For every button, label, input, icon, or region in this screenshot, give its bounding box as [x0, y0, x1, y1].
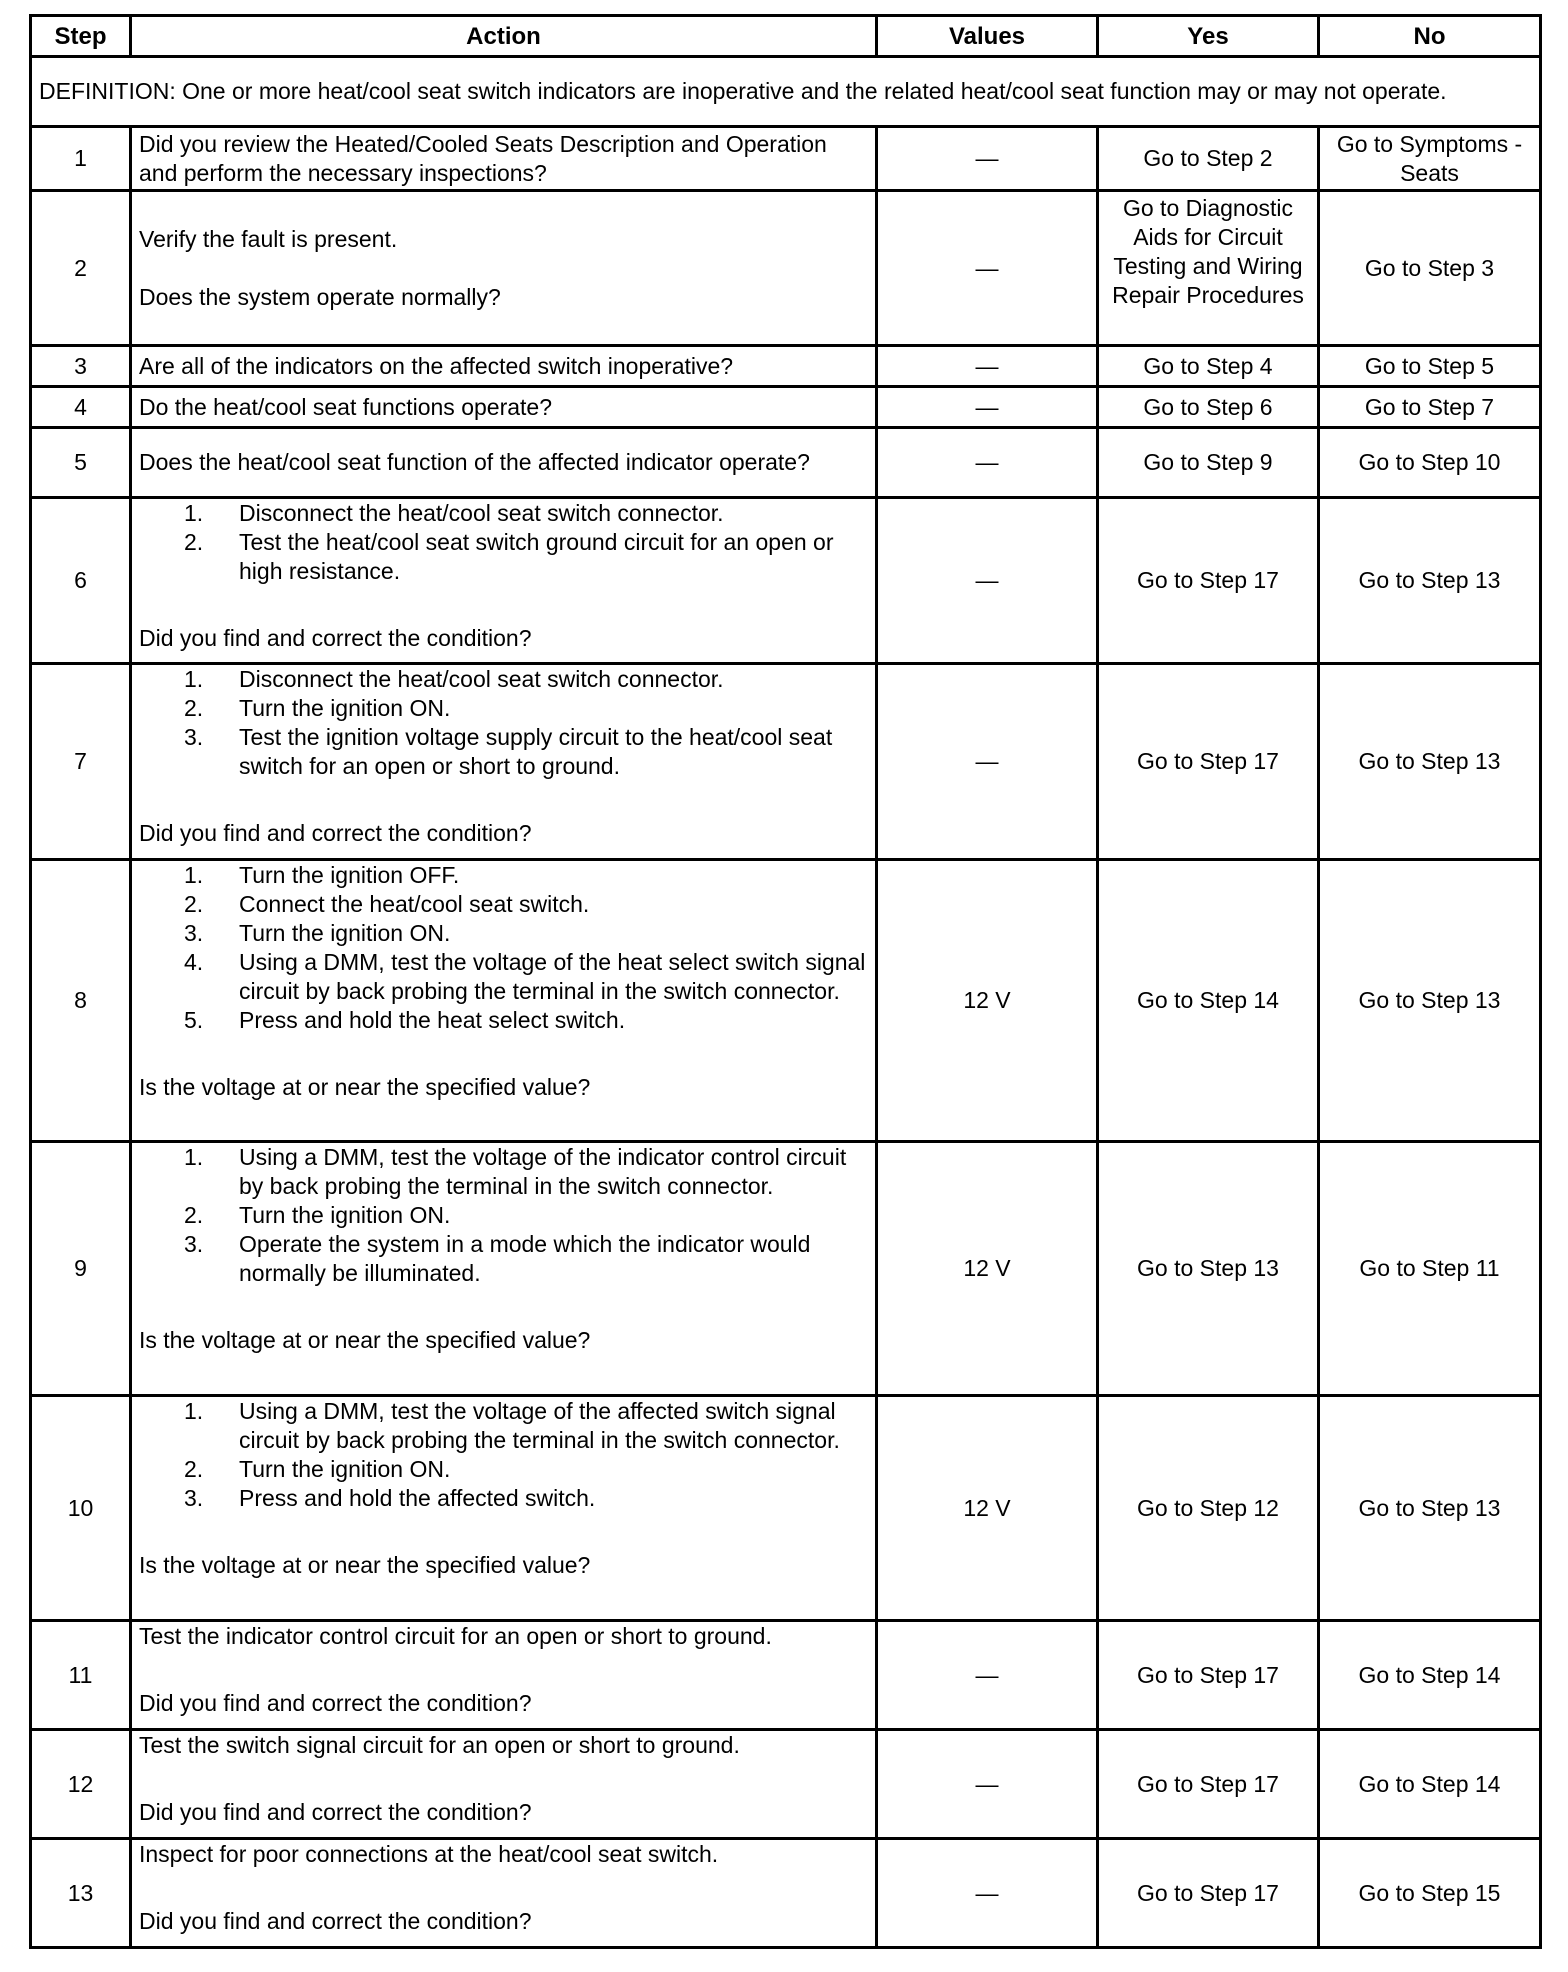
- action-question: Did you find and correct the condition?: [139, 1690, 532, 1716]
- spacer: [139, 586, 868, 624]
- action-cell: [131, 1621, 877, 1730]
- no-cell: Go to Step 5: [1319, 346, 1541, 387]
- spacer: [139, 1035, 868, 1073]
- table-row: [31, 1621, 1541, 1730]
- action-question: Did you find and correct the condition?: [139, 1799, 532, 1825]
- action-question: Is the voltage at or near the specified value?: [139, 1327, 591, 1353]
- substep-list: [139, 861, 868, 1035]
- substep-list: [139, 665, 868, 781]
- substep: 1. Turn the ignition OFF.: [184, 862, 460, 888]
- yes-cell: Go to Step 17: [1098, 1730, 1319, 1839]
- action-text: Does the heat/cool seat function of the affected indicator operate?: [131, 428, 877, 498]
- substep: 1. Using a DMM, test the voltage of the indicator control circuit by back probing the terminal in the switch connector.: [184, 1144, 847, 1199]
- yes-cell: Go to Step 17: [1098, 664, 1319, 860]
- action-question: Is the voltage at or near the specified value?: [139, 1552, 591, 1578]
- values-cell: —: [877, 346, 1098, 387]
- substep: 3. Turn the ignition ON.: [184, 920, 451, 946]
- header-action: Action: [131, 16, 877, 57]
- substep-list: [139, 1143, 868, 1288]
- action-cell: [131, 860, 877, 1142]
- action-cell: [131, 1396, 877, 1621]
- step-number: 13: [31, 1839, 131, 1948]
- yes-cell: Go to Step 13: [1098, 1142, 1319, 1396]
- table-row: [31, 860, 1541, 1142]
- action-text: Did you review the Heated/Cooled Seats Description and Operation and perform the necessary inspections?: [131, 127, 877, 191]
- yes-cell: Go to Step 4: [1098, 346, 1319, 387]
- no-cell: Go to Step 7: [1319, 387, 1541, 428]
- step-number: 7: [31, 664, 131, 860]
- spacer: [139, 1869, 868, 1907]
- substep: 2. Turn the ignition ON.: [184, 695, 451, 721]
- substep: 1. Using a DMM, test the voltage of the affected switch signal circuit by back probing the terminal in the switch connector.: [184, 1398, 840, 1453]
- step-number: 4: [31, 387, 131, 428]
- substep: 2. Connect the heat/cool seat switch.: [184, 891, 590, 917]
- table-row: [31, 387, 1541, 428]
- action-question: Did you find and correct the condition?: [139, 820, 532, 846]
- substep: 4. Using a DMM, test the voltage of the heat select switch signal circuit by back probing the terminal in the switch connector.: [184, 949, 866, 1004]
- values-cell: 12 V: [877, 1142, 1098, 1396]
- action-text: Do the heat/cool seat functions operate?: [131, 387, 877, 428]
- values-cell: —: [877, 127, 1098, 191]
- spacer: [139, 1651, 868, 1689]
- values-cell: —: [877, 1839, 1098, 1948]
- spacer: [139, 1760, 868, 1798]
- definition-row: [31, 57, 1541, 127]
- table-row: [31, 1839, 1541, 1948]
- step-number: 10: [31, 1396, 131, 1621]
- action-cell: [131, 1730, 877, 1839]
- no-cell: Go to Step 11: [1319, 1142, 1541, 1396]
- values-cell: —: [877, 1621, 1098, 1730]
- step-number: 2: [31, 191, 131, 346]
- diagnostic-page: [29, 14, 1539, 1949]
- substep-list: [139, 1397, 868, 1513]
- yes-cell: Go to Step 17: [1098, 498, 1319, 664]
- no-cell: Go to Step 3: [1319, 191, 1541, 346]
- action-cell: [131, 1142, 877, 1396]
- table-row: [31, 1396, 1541, 1621]
- header-yes: Yes: [1098, 16, 1319, 57]
- substep: 2. Turn the ignition ON.: [184, 1202, 451, 1228]
- values-cell: —: [877, 498, 1098, 664]
- yes-cell: Go to Step 17: [1098, 1621, 1319, 1730]
- spacer: [139, 781, 868, 819]
- values-cell: —: [877, 387, 1098, 428]
- diagnostic-table: [29, 14, 1542, 1949]
- action-intro: Inspect for poor connections at the heat/cool seat switch.: [139, 1841, 719, 1867]
- no-cell: Go to Step 15: [1319, 1839, 1541, 1948]
- step-number: 3: [31, 346, 131, 387]
- table-row: [31, 346, 1541, 387]
- table-row: [31, 191, 1541, 346]
- step-number: 9: [31, 1142, 131, 1396]
- no-cell: Go to Step 13: [1319, 860, 1541, 1142]
- action-question: Did you find and correct the condition?: [139, 1908, 532, 1934]
- step-number: 12: [31, 1730, 131, 1839]
- yes-cell: Go to Step 12: [1098, 1396, 1319, 1621]
- no-cell: Go to Step 14: [1319, 1730, 1541, 1839]
- yes-cell: Go to Diagnostic Aids for Circuit Testing and Wiring Repair Procedures: [1098, 191, 1319, 346]
- action-cell: [131, 498, 877, 664]
- yes-cell: Go to Step 2: [1098, 127, 1319, 191]
- substep: 5. Press and hold the heat select switch.: [184, 1007, 626, 1033]
- spacer: [139, 254, 868, 283]
- table-row: [31, 428, 1541, 498]
- substep: 2. Test the heat/cool seat switch ground circuit for an open or high resistance.: [184, 529, 834, 584]
- action-intro: Test the indicator control circuit for an open or short to ground.: [139, 1623, 772, 1649]
- no-cell: Go to Step 13: [1319, 498, 1541, 664]
- header-no: No: [1319, 16, 1541, 57]
- yes-cell: Go to Step 6: [1098, 387, 1319, 428]
- definition-text: DEFINITION: One or more heat/cool seat switch indicators are inoperative and the related heat/cool seat function may or may not operate.: [31, 57, 1541, 127]
- table-row: [31, 1730, 1541, 1839]
- action-cell: [131, 1839, 877, 1948]
- values-cell: 12 V: [877, 860, 1098, 1142]
- action-question: Did you find and correct the condition?: [139, 625, 532, 651]
- step-number: 8: [31, 860, 131, 1142]
- no-cell: Go to Step 13: [1319, 664, 1541, 860]
- values-cell: —: [877, 1730, 1098, 1839]
- step-number: 1: [31, 127, 131, 191]
- substep-list: [139, 499, 868, 586]
- yes-cell: Go to Step 9: [1098, 428, 1319, 498]
- table-row: [31, 498, 1541, 664]
- step-number: 6: [31, 498, 131, 664]
- action-intro: Test the switch signal circuit for an open or short to ground.: [139, 1732, 740, 1758]
- yes-cell: Go to Step 17: [1098, 1839, 1319, 1948]
- substep: 1. Disconnect the heat/cool seat switch connector.: [184, 500, 724, 526]
- step-number: 5: [31, 428, 131, 498]
- action-intro: Verify the fault is present.: [139, 225, 398, 252]
- no-text: Go to Symptoms - Seats: [1336, 131, 1523, 186]
- spacer: [139, 1513, 868, 1551]
- values-cell: —: [877, 428, 1098, 498]
- substep: 1. Disconnect the heat/cool seat switch connector.: [184, 666, 724, 692]
- substep: 2. Turn the ignition ON.: [184, 1456, 451, 1482]
- action-question: Is the voltage at or near the specified value?: [139, 1074, 591, 1100]
- no-cell: Go to Step 13: [1319, 1396, 1541, 1621]
- no-cell: [1319, 127, 1541, 191]
- yes-cell: Go to Step 14: [1098, 860, 1319, 1142]
- values-cell: —: [877, 664, 1098, 860]
- header-row: [31, 16, 1541, 57]
- action-cell: [131, 191, 877, 346]
- action-question: Does the system operate normally?: [139, 283, 501, 310]
- table-row: [31, 664, 1541, 860]
- no-cell: Go to Step 10: [1319, 428, 1541, 498]
- step-number: 11: [31, 1621, 131, 1730]
- substep: 3. Test the ignition voltage supply circuit to the heat/cool seat switch for an open or short to ground.: [184, 724, 833, 779]
- table-row: [31, 1142, 1541, 1396]
- no-cell: Go to Step 14: [1319, 1621, 1541, 1730]
- values-cell: 12 V: [877, 1396, 1098, 1621]
- action-text: Are all of the indicators on the affected switch inoperative?: [131, 346, 877, 387]
- substep: 3. Press and hold the affected switch.: [184, 1485, 596, 1511]
- table-row: [31, 127, 1541, 191]
- substep: 3. Operate the system in a mode which the indicator would normally be illuminated.: [184, 1231, 811, 1286]
- spacer: [139, 1288, 868, 1326]
- header-values: Values: [877, 16, 1098, 57]
- header-step: Step: [31, 16, 131, 57]
- values-cell: —: [877, 191, 1098, 346]
- action-cell: [131, 664, 877, 860]
